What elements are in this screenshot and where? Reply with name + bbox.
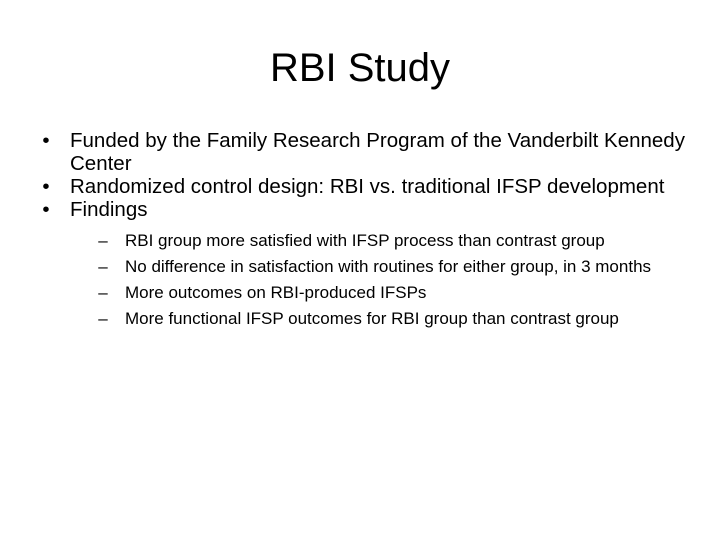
bullet-item-findings xyxy=(36,198,686,329)
bullet-list xyxy=(36,129,686,335)
bullet-icon: • xyxy=(42,175,50,198)
sub-bullet-text: No difference in satisfaction with routines for either group, in 3 months xyxy=(125,257,652,276)
bullet-item-funding xyxy=(36,129,686,175)
bullet-text: Findings xyxy=(70,198,148,221)
sub-bullet-text: RBI group more satisfied with IFSP process than contrast group xyxy=(125,231,605,250)
slide-title: RBI Study xyxy=(269,46,451,90)
bullet-text: Funded by the Family Research Program of the Vanderbilt Kennedy Center xyxy=(70,129,685,175)
sub-bullet-item xyxy=(92,283,686,303)
sub-bullet-item xyxy=(92,257,686,277)
findings-sub-list xyxy=(92,231,686,329)
dash-icon: – xyxy=(98,257,108,276)
dash-icon: – xyxy=(98,309,108,328)
dash-icon: – xyxy=(98,283,108,302)
bullet-item-design xyxy=(36,175,686,198)
bullet-icon: • xyxy=(42,198,50,221)
dash-icon: – xyxy=(98,231,108,250)
sub-bullet-text: More functional IFSP outcomes for RBI group than contrast group xyxy=(125,309,619,328)
sub-bullet-item xyxy=(92,231,686,251)
bullet-text: Randomized control design: RBI vs. traditional IFSP development xyxy=(70,175,665,198)
bullet-icon: • xyxy=(42,129,50,152)
sub-bullet-item xyxy=(92,309,686,329)
sub-bullet-text: More outcomes on RBI-produced IFSPs xyxy=(125,283,427,302)
